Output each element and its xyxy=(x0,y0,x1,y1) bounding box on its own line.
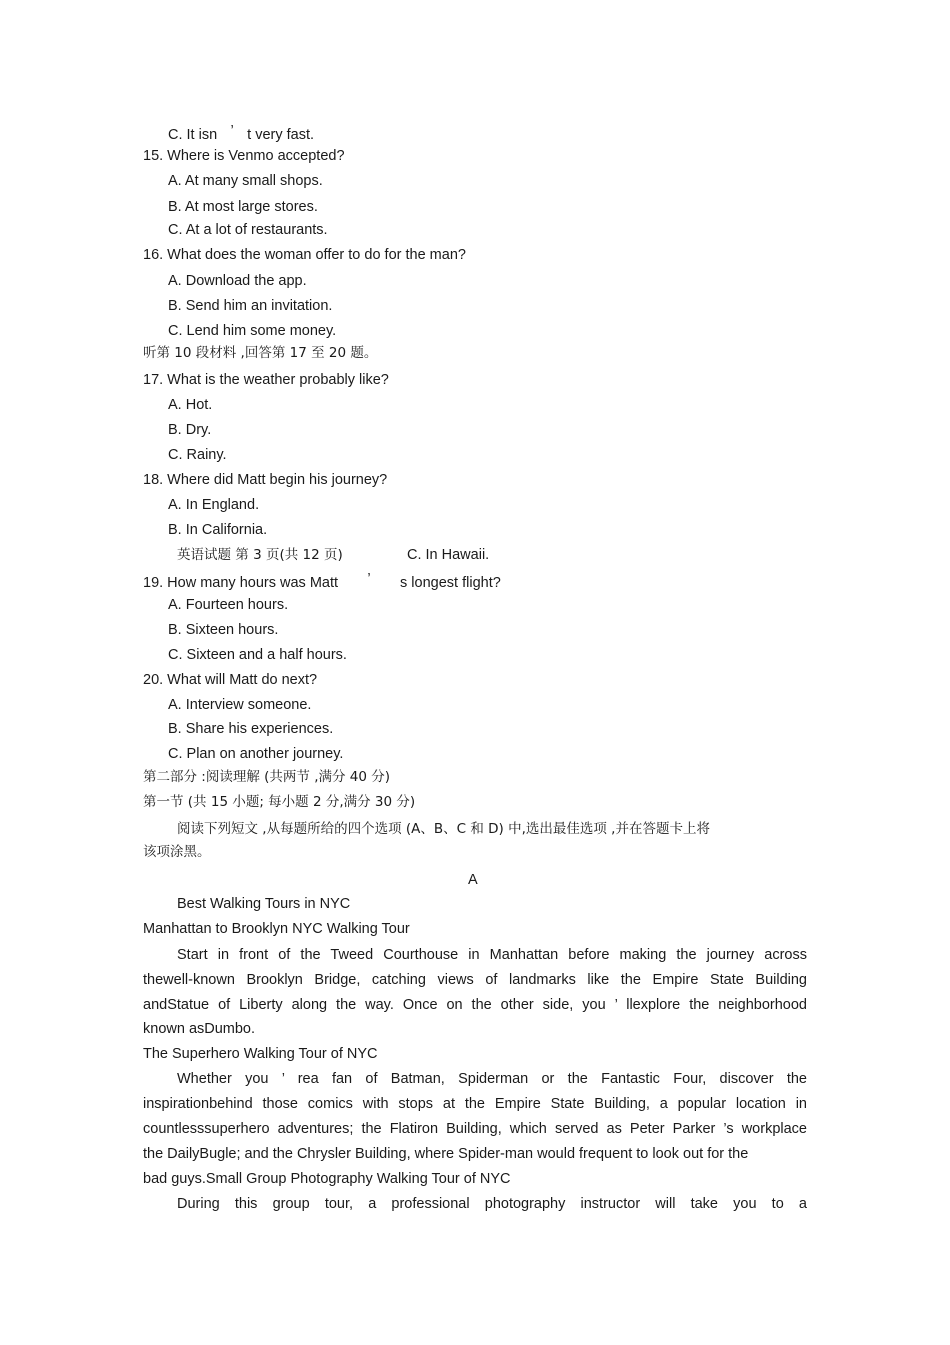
tour2-line3: countlesssuperhero adventures; the Flatiron Building, which served as Peter Parker ’s workplace xyxy=(143,1121,807,1137)
tour1-title: Manhattan to Brooklyn NYC Walking Tour xyxy=(143,921,410,937)
tour2-line2: inspirationbehind those comics with stops at the Empire State Building, a popular location in xyxy=(143,1096,807,1112)
q20-option-b: B. Share his experiences. xyxy=(168,721,334,737)
q16-option-b: B. Send him an invitation. xyxy=(168,298,333,314)
q15-option-a: A. At many small shops. xyxy=(168,173,323,189)
q18-option-b: B. In California. xyxy=(168,522,268,538)
tour1-line3: andStatue of Liberty along the way. Once on the other side, you ’ llexplore the neighborhood xyxy=(143,997,807,1013)
q19-option-c: C. Sixteen and a half hours. xyxy=(168,647,347,663)
q15-option-b: B. At most large stores. xyxy=(168,199,318,215)
q18-option-c: C. In Hawaii. xyxy=(407,547,490,563)
tour2-line1: Whether you ’ rea fan of Batman, Spiderman or the Fantastic Four, discover the xyxy=(177,1071,807,1087)
page-footer: 英语试题 第 3 页(共 12 页) xyxy=(177,547,343,563)
q19-question: 19. How many hours was Matt ’ s longest flight? xyxy=(143,571,501,591)
tour1-line4: known asDumbo. xyxy=(143,1021,256,1037)
q17-option-c: C. Rainy. xyxy=(168,447,227,463)
q16-option-c: C. Lend him some money. xyxy=(168,323,337,339)
q17-option-b: B. Dry. xyxy=(168,422,212,438)
tour1-line1: Start in front of the Tweed Courthouse in Manhattan before making the journey across xyxy=(177,947,807,963)
q15-option-c: C. At a lot of restaurants. xyxy=(168,222,328,238)
q20-option-a: A. Interview someone. xyxy=(168,697,312,713)
q18-question: 18. Where did Matt begin his journey? xyxy=(143,472,388,488)
tour2-title: The Superhero Walking Tour of NYC xyxy=(143,1046,378,1062)
q20-option-c: C. Plan on another journey. xyxy=(168,746,344,762)
passage-label: A xyxy=(468,872,478,888)
section-10-instruction: 听第 10 段材料 ,回答第 17 至 20 题。 xyxy=(143,345,378,361)
reading-instruction-line2: 该项涂黑。 xyxy=(143,844,211,860)
reading-instruction-line1: 阅读下列短文 ,从每题所给的四个选项 (A、B、C 和 D) 中,选出最佳选项 ,并在答题卡上将 xyxy=(177,821,710,837)
tour1-line2: thewell-known Brooklyn Bridge, catching views of landmarks like the Empire State Building xyxy=(143,972,807,988)
q19-option-a: A. Fourteen hours. xyxy=(168,597,289,613)
q16-option-a: A. Download the app. xyxy=(168,273,307,289)
q20-question: 20. What will Matt do next? xyxy=(143,672,318,688)
q19-option-b: B. Sixteen hours. xyxy=(168,622,279,638)
q14-option-c: C. It isn ’ t very fast. xyxy=(168,123,315,143)
tour2-line5: bad guys.Small Group Photography Walking Tour of NYC xyxy=(143,1171,511,1187)
part-two-heading: 第二部分 :阅读理解 (共两节 ,满分 40 分) xyxy=(143,769,391,785)
passage-title: Best Walking Tours in NYC xyxy=(177,896,351,912)
tour3-line1: During this group tour, a professional photography instructor will take you to a xyxy=(177,1196,807,1212)
q15-question: 15. Where is Venmo accepted? xyxy=(143,148,345,164)
q17-option-a: A. Hot. xyxy=(168,397,213,413)
q17-question: 17. What is the weather probably like? xyxy=(143,372,389,388)
tour2-line4: the DailyBugle; and the Chrysler Building, where Spider-man would frequent to look out for the xyxy=(143,1146,749,1162)
q16-question: 16. What does the woman offer to do for the man? xyxy=(143,247,466,263)
q18-option-a: A. In England. xyxy=(168,497,260,513)
section-one-heading: 第一节 (共 15 小题; 每小题 2 分,满分 30 分) xyxy=(143,794,416,810)
